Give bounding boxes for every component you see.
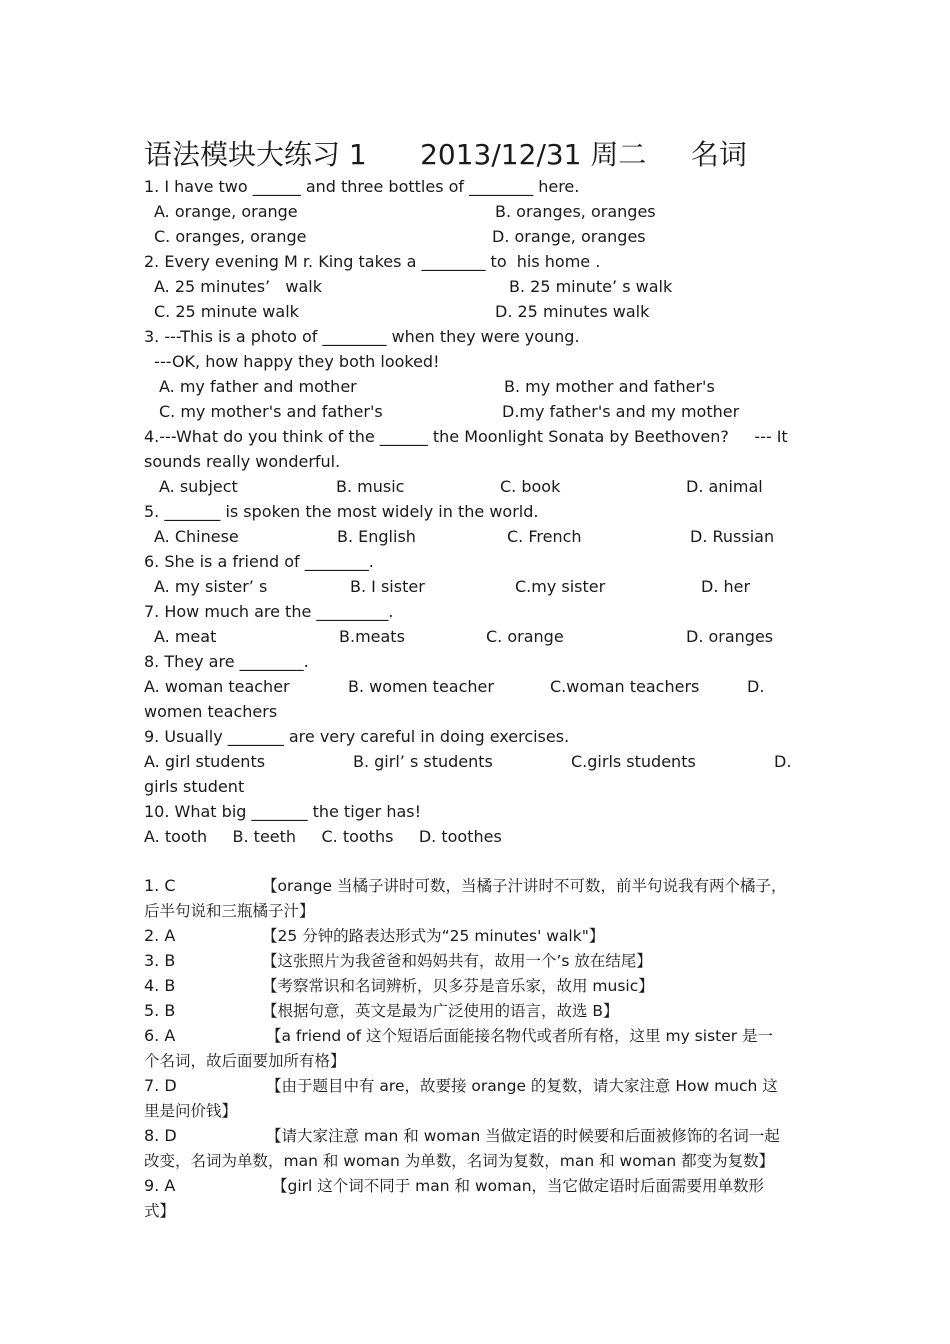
answer-7-explanation-cont: 里是问价钱】	[144, 1102, 238, 1120]
question-4-option-b: B. music	[336, 477, 405, 496]
answer-6-explanation: 【a friend of 这个短语后面能接名物代或者所有格，这里 my sister 是一	[266, 1027, 774, 1045]
answer-5-explanation: 【根据句意，英文是最为广泛使用的语言，故选 B】	[262, 1002, 619, 1020]
question-1-stem: 1. I have two ______ and three bottles of ________ here.	[144, 177, 580, 196]
question-3-option-c: C. my mother's and father's	[159, 402, 383, 421]
answer-1-explanation: 【orange 当橘子讲时可数，当橘子汁讲时不可数，前半句说我有两个橘子，	[262, 877, 787, 895]
question-4-option-a: A. subject	[159, 477, 238, 496]
question-4-stem-cont: sounds really wonderful.	[144, 452, 341, 471]
answer-4-explanation: 【考察常识和名词辨析，贝多芬是音乐家，故用 music】	[262, 977, 654, 995]
question-8-option-c: C.woman teachers	[550, 677, 700, 696]
question-9-option-d: D.	[774, 752, 792, 771]
question-5-option-d: D. Russian	[690, 527, 775, 546]
question-2-option-d: D. 25 minutes walk	[495, 302, 650, 321]
question-10-stem: 10. What big _______ the tiger has!	[144, 802, 422, 821]
question-9-stem: 9. Usually _______ are very careful in doing exercises.	[144, 727, 570, 746]
answer-3-explanation: 【这张照片为我爸爸和妈妈共有，故用一个’s 放在结尾】	[262, 952, 652, 970]
question-10-options: A. tooth B. teeth C. tooths D. toothes	[144, 827, 502, 846]
answer-9-explanation-cont: 式】	[144, 1202, 176, 1220]
answer-1-explanation-cont: 后半句说和三瓶橘子汁】	[144, 902, 315, 920]
question-9-option-a: A. girl students	[144, 752, 266, 771]
question-5-option-c: C. French	[507, 527, 582, 546]
question-1-option-a: A. orange, orange	[154, 202, 298, 221]
question-1-option-d: D. orange, oranges	[492, 227, 646, 246]
answer-9-key: 9. A	[144, 1176, 176, 1195]
question-6-stem: 6. She is a friend of ________.	[144, 552, 374, 571]
question-3-stem-reply: ---OK, how happy they both looked!	[144, 352, 440, 371]
question-4-option-c: C. book	[500, 477, 561, 496]
question-8-option-d: D.	[747, 677, 765, 696]
answer-8-explanation-cont: 改变，名词为单数，man 和 woman 为单数，名词为复数，man 和 woman 都变为复数】	[144, 1152, 775, 1170]
answer-6-key: 6. A	[144, 1026, 176, 1045]
question-3-option-a: A. my father and mother	[159, 377, 357, 396]
question-1-option-c: C. oranges, orange	[154, 227, 307, 246]
answer-4-key: 4. B	[144, 976, 176, 995]
answer-8-explanation: 【请大家注意 man 和 woman 当做定语的时候要和后面被修饰的名词一起	[266, 1127, 780, 1145]
question-3-stem: 3. ---This is a photo of ________ when they were young.	[144, 327, 580, 346]
question-9-option-c: C.girls students	[571, 752, 696, 771]
question-2-option-a: A. 25 minutes’ walk	[154, 277, 322, 296]
answer-7-key: 7. D	[144, 1076, 177, 1095]
answer-6-explanation-cont: 个名词，故后面要加所有格】	[144, 1052, 346, 1070]
question-7-option-a: A. meat	[154, 627, 217, 646]
answer-1-key: 1. C	[144, 876, 176, 895]
question-4-stem: 4.---What do you think of the ______ the Moonlight Sonata by Beethoven? --- It	[144, 427, 788, 446]
answer-7-explanation: 【由于题目中有 are，故要接 orange 的复数，请大家注意 How much 这	[266, 1077, 778, 1095]
answer-3-key: 3. B	[144, 951, 176, 970]
answer-2-explanation: 【25 分钟的路表达形式为“25 minutes' walk"】	[262, 927, 605, 945]
question-7-option-d: D. oranges	[686, 627, 774, 646]
question-5-option-b: B. English	[337, 527, 416, 546]
question-7-option-b: B.meats	[339, 627, 405, 646]
question-8-option-d-wrap: women teachers	[144, 702, 278, 721]
question-8-option-b: B. women teacher	[348, 677, 494, 696]
question-8-option-a: A. woman teacher	[144, 677, 290, 696]
question-8-stem: 8. They are ________.	[144, 652, 309, 671]
question-2-option-b: B. 25 minute’ s walk	[509, 277, 673, 296]
question-2-option-c: C. 25 minute walk	[154, 302, 299, 321]
answer-2-key: 2. A	[144, 926, 176, 945]
question-2-stem: 2. Every evening M r. King takes a ________ to his home .	[144, 252, 601, 271]
answer-9-explanation: 【girl 这个词不同于 man 和 woman，当它做定语时后面需要用单数形	[272, 1177, 765, 1195]
question-5-option-a: A. Chinese	[154, 527, 239, 546]
question-9-option-b: B. girl’ s students	[353, 752, 493, 771]
answer-5-key: 5. B	[144, 1001, 176, 1020]
question-6-option-c: C.my sister	[515, 577, 606, 596]
answer-8-key: 8. D	[144, 1126, 177, 1145]
question-3-option-b: B. my mother and father's	[504, 377, 715, 396]
document-title: 语法模块大练习 1 2013/12/31 周二 名词	[144, 138, 747, 171]
question-6-option-d: D. her	[701, 577, 751, 596]
question-3-option-d: D.my father's and my mother	[502, 402, 740, 421]
question-1-option-b: B. oranges, oranges	[495, 202, 656, 221]
question-7-option-c: C. orange	[486, 627, 564, 646]
question-7-stem: 7. How much are the _________.	[144, 602, 394, 621]
question-6-option-b: B. I sister	[350, 577, 425, 596]
question-9-option-d-wrap: girls student	[144, 777, 245, 796]
question-6-option-a: A. my sister’ s	[154, 577, 268, 596]
question-4-option-d: D. animal	[686, 477, 763, 496]
question-5-stem: 5. _______ is spoken the most widely in the world.	[144, 502, 539, 521]
